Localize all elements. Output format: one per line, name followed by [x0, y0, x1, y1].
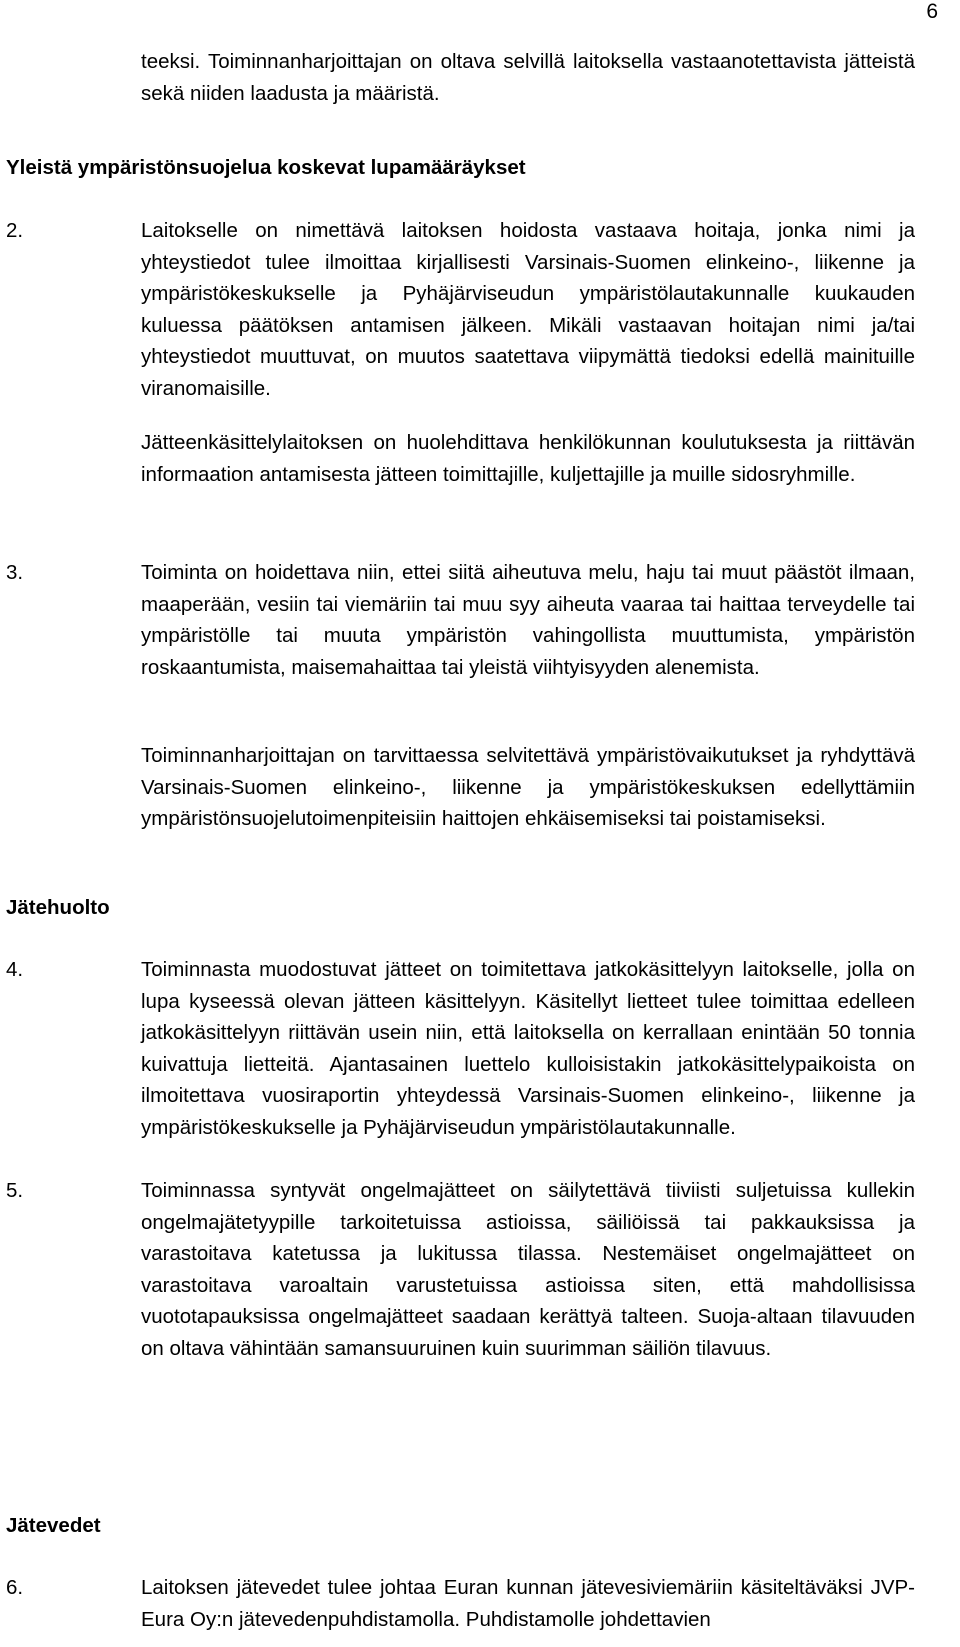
item-3-paragraph-1: Toiminta on hoidettava niin, ettei siitä aiheutuva melu, haju tai muut päästöt ilmaan, maaperään, vesiin tai viemäriin tai muu syy aiheuta vaaraa tai haittaa terveydelle tai ympäristölle tai muuta ympäristön vahingollista muuttumista, ympäristön roskaantumista, maisemahaittaa tai yleistä viihtyisyyden alenemista. [141, 561, 915, 679]
section-heading-general: Yleistä ympäristönsuojelua koskevat lupamääräykset [6, 156, 526, 179]
item-3-number: 3. [6, 561, 24, 584]
item-2-number: 2. [6, 219, 24, 242]
section-heading-waste: Jätehuolto [6, 896, 110, 919]
item-5-number: 5. [6, 1179, 24, 1202]
item-3-paragraph-2: Toiminnanharjoittajan on tarvittaessa selvitettävä ympäristövaikutukset ja ryhdyttävä Varsinais-Suomen elinkeino-, liikenne ja ympäristökeskuksen edellyttämiin ympäristönsuojelutoimenpiteisiin haittojen ehkäisemiseksi tai poistamiseksi. [141, 744, 915, 830]
item-2-paragraph-2: Jätteenkäsittelylaitoksen on huolehdittava henkilökunnan koulutuksesta ja riittävän informaation antamisesta jätteen toimittajille, kuljettajille ja muille sidosryhmille. [141, 431, 915, 486]
page-number: 6 [926, 0, 938, 23]
item-6-paragraph-1: Laitoksen jätevedet tulee johtaa Euran kunnan jätevesiviemäriin käsiteltäväksi JVP-Eura Oy:n jätevedenpuhdistamolla. Puhdistamolle johdettavien [141, 1576, 915, 1631]
item-4-paragraph-1: Toiminnasta muodostuvat jätteet on toimitettava jatkokäsittelyyn laitokselle, jolla on lupa kyseessä olevan jätteen käsittelyyn. Käsitellyt lietteet tulee toimittaa edelleen jatkokäsittelyyn riittävän usein niin, että laitoksella on kerrallaan enintään 50 tonnia kuivattuja lietteitä. Ajantasainen luettelo kulloisistakin jatkokäsittelypaikoista on ilmoitettava vuosiraportin yhteydessä Varsinais-Suomen elinkeino-, liikenne ja ympäristökeskukselle ja Pyhäjärviseudun ympäristölautakunnalle. [141, 958, 915, 1139]
item-5-paragraph-1: Toiminnassa syntyvät ongelmajätteet on säilytettävä tiiviisti suljetuissa kullekin ongelmajätetyypille tarkoitetuissa astioissa, säiliöissä tai pakkauksissa ja varastoitava katetussa ja lukitussa tilassa. Nestemäiset ongelmajätteet on varastoitava varoaltain varustetuissa astioissa siten, että mahdollisissa vuototapauksissa ongelmajätteet saadaan kerättyä talteen. Suoja-altaan tilavuuden on oltava vähintään samansuuruinen kuin suurimman säiliön tilavuus. [141, 1179, 915, 1360]
item-6-number: 6. [6, 1576, 24, 1599]
section-heading-wastewater: Jätevedet [6, 1514, 101, 1537]
item-2-paragraph-1: Laitokselle on nimettävä laitoksen hoidosta vastaava hoitaja, jonka nimi ja yhteystiedot tulee ilmoittaa kirjallisesti Varsinais-Suomen elinkeino-, liikenne ja ympäristökeskukselle ja Pyhäjärviseudun ympäristölautakunnalle kuukauden kuluessa päätöksen antamisen jälkeen. Mikäli vastaavan hoitajan nimi ja/tai yhteystiedot muuttuvat, on muutos saatettava viipymättä tiedoksi edellä mainituille viranomaisille. [141, 219, 915, 400]
intro-paragraph: teeksi. Toiminnanharjoittajan on oltava selvillä laitoksella vastaanotettavista jätteistä sekä niiden laadusta ja määristä. [141, 50, 915, 105]
item-4-number: 4. [6, 958, 24, 981]
